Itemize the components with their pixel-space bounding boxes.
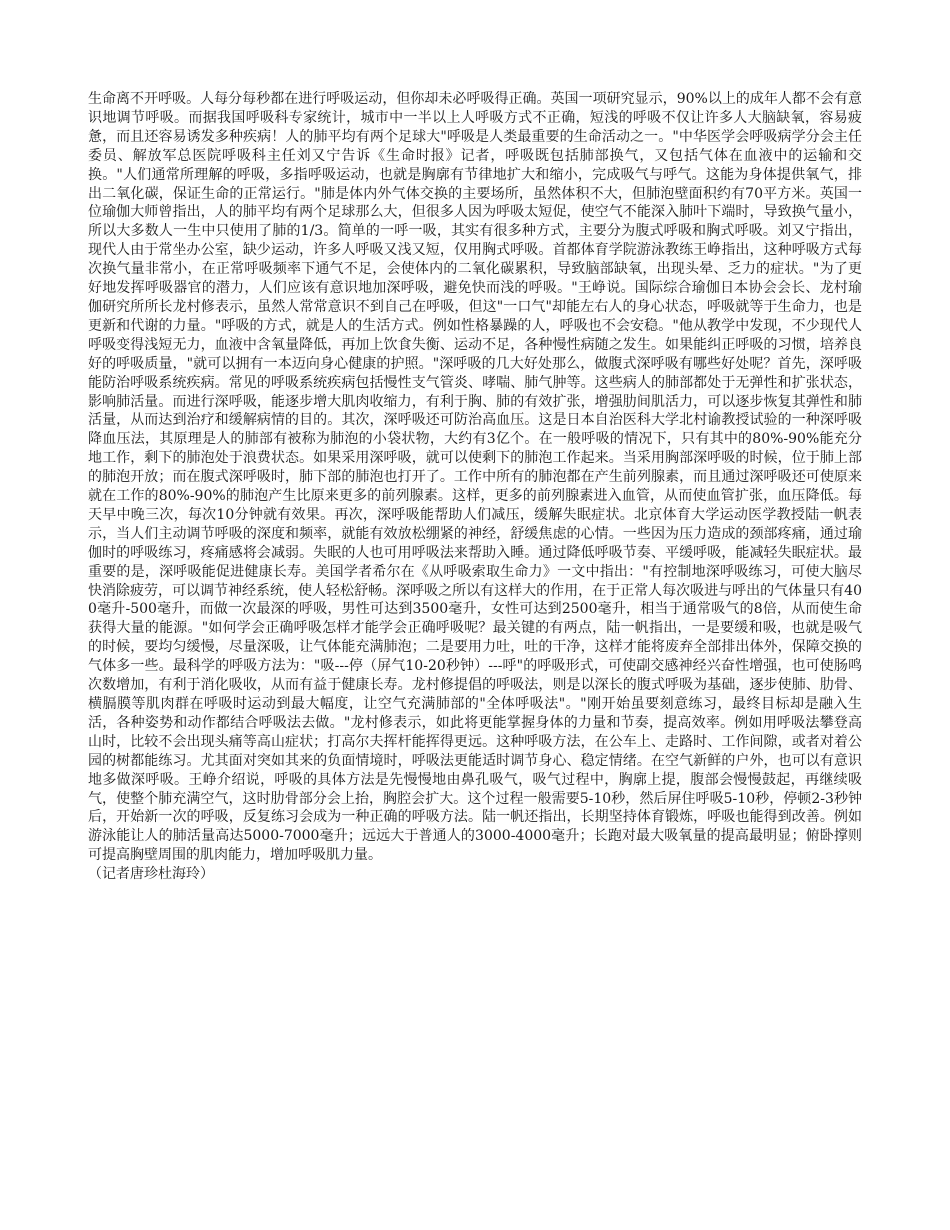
article-page — [88, 90, 862, 884]
article-body: 生命离不开呼吸。人每分每秒都在进行呼吸运动，但你却未必呼吸得正确。英国一项研究显示，90%以上的成年人都不会有意识地调节呼吸。而据我国呼吸科专家统计，城市中一半以上人呼吸方式不正确，短浅的呼吸不仅让许多人大脑缺氧，容易疲惫，而且还容易诱发多种疾病！人的肺平均有两个足球大"呼吸是人类最重要的生命活动之一。"中华医学会呼吸病学分会主任委员、解放军总医院呼吸科主任刘又宁告诉《生命时报》记者，呼吸既包括肺部换气，又包括气体在血液中的运输和交换。"人们通常所理解的呼吸，多指呼吸运动，也就是胸廓有节律地扩大和缩小，完成吸气与呼气。这能为身体提供氧气，排出二氧化碳，保证生命的正常运行。"肺是体内外气体交换的主要场所，虽然体积不大，但肺泡壁面积约有70平方米。英国一位瑜伽大师曾指出，人的肺平均有两个足球那么大，但很多人因为呼吸太短促，使空气不能深入肺叶下端时，导致换气量小，所以大多数人一生中只使用了肺的1/3。简单的一呼一吸，其实有很多种方式，主要分为腹式呼吸和胸式呼吸。刘又宁指出，现代人由于常坐办公室，缺少运动，许多人呼吸又浅又短，仅用胸式呼吸。首都体育学院游泳教练王峥指出，这种呼吸方式每次换气量非常小，在正常呼吸频率下通气不足，会使体内的二氧化碳累积，导致脑部缺氧，出现头晕、乏力的症状。"为了更好地发挥呼吸器官的潜力，人们应该有意识地加深呼吸，避免快而浅的呼吸。"王峥说。国际综合瑜伽日本协会会长、龙村瑜伽研究所所长龙村修表示，虽然人常常意识不到自己在呼吸，但这"一口气"却能左右人的身心状态，呼吸就等于生命力，也是更新和代谢的力量。"呼吸的方式，就是人的生活方式。例如性格暴躁的人，呼吸也不会安稳。"他从教学中发现，不少现代人呼吸变得浅短无力，血液中含氧量降低，再加上饮食失衡、运动不足，各种慢性病随之发生。如果能纠正呼吸的习惯，培养良好的呼吸质量，"就可以拥有一本迈向身心健康的护照。"深呼吸的几大好处那么，做腹式深呼吸有哪些好处呢？首先，深呼吸能防治呼吸系统疾病。常见的呼吸系统疾病包括慢性支气管炎、哮喘、肺气肿等。这些病人的肺部都处于无弹性和扩张状态，影响肺活量。而进行深呼吸，能逐步增大肌肉收缩力，有利于胸、肺的有效扩张，增强肋间肌活力，可以逐步恢复其弹性和肺活量，从而达到治疗和缓解病情的目的。其次，深呼吸还可防治高血压。这是日本自治医科大学北村谕教授试验的一种深呼吸降血压法，其原理是人的肺部有被称为肺泡的小袋状物，大约有3亿个。在一般呼吸的情况下，只有其中的80%-90%能充分地工作，剩下的肺泡处于浪费状态。如果采用深呼吸，就可以使剩下的肺泡工作起来。当采用胸部深呼吸的时候，位于肺上部的肺泡开放；而在腹式深呼吸时，肺下部的肺泡也打开了。工作中所有的肺泡都在产生前列腺素，而且通过深呼吸还可使原来就在工作的80%-90%的肺泡产生比原来更多的前列腺素。这样，更多的前列腺素进入血管，从而使血管扩张，血压降低。每天早中晚三次，每次10分钟就有效果。再次，深呼吸能帮助人们减压，缓解失眠症状。北京体育大学运动医学教授陆一帆表示，当人们主动调节呼吸的深度和频率，就能有效放松绷紧的神经，舒缓焦虑的心情。一些因为压力造成的颈部疼痛，通过瑜伽时的呼吸练习，疼痛感将会减弱。失眠的人也可用呼吸法来帮助入睡。通过降低呼吸节奏、平缓呼吸，能减轻失眠症状。最重要的是，深呼吸能促进健康长寿。美国学者希尔在《从呼吸索取生命力》一文中指出："有控制地深呼吸练习，可使大脑尽快消除疲劳，可以调节神经系统，使人轻松舒畅。深呼吸之所以有这样大的作用，在于正常人每次吸进与呼出的气体量只有400毫升-500毫升，而做一次最深的呼吸，男性可达到3500毫升，女性可达到2500毫升，相当于通常吸气的8倍，从而使生命获得大量的能源。"如何学会正确呼吸怎样才能学会正确呼吸呢？最关键的有两点，陆一帆指出，一是要缓和吸，也就是吸气的时候，要均匀缓慢，尽量深吸，让气体能充满肺泡；二是要用力吐，吐的干净，这样才能将废弃全部排出体外，保障交换的气体多一些。最科学的呼吸方法为："吸---停（屏气10-20秒钟）---呼"的呼吸形式，可使副交感神经兴奋性增强，也可使肠鸣次数增加，有利于消化吸收，从而有益于健康长寿。龙村修提倡的呼吸法，则是以深长的腹式呼吸为基础，逐步使肺、肋骨、横膈膜等肌肉群在呼吸时运动到最大幅度，让空气充满肺部的"全体呼吸法"。"刚开始虽要刻意练习，最终目标却是融入生活，各种姿势和动作都结合呼吸法去做。"龙村修表示，如此将更能掌握身体的力量和节奏，提高效率。例如用呼吸法攀登高山时，比较不会出现头痛等高山症状；打高尔夫挥杆能挥得更远。这种呼吸方法，在公车上、走路时、工作间隙，或者对着公园的树都能练习。尤其面对突如其来的负面情境时，呼吸法更能适时调节身心、稳定情绪。在空气新鲜的户外，也可以有意识地多做深呼吸。王峥介绍说，呼吸的具体方法是先慢慢地由鼻孔吸气，吸气过程中，胸廓上提，腹部会慢慢鼓起，再继续吸气，使整个肺充满空气，这时肋骨部分会上抬，胸腔会扩大。这个过程一般需要5-10秒，然后屏住呼吸5-10秒，停顿2-3秒钟后，开始新一次的呼吸，反复练习会成为一种正确的呼吸方法。陆一帆还指出，长期坚持体育锻炼，呼吸也能得到改善。例如游泳能让人的肺活量高达5000-7000毫升；远远大于普通人的3000-4000毫升；长跑对最大吸氧量的提高最明显；俯卧撑则可提高胸壁周围的肌肉能力，增加呼吸肌力量。 — [88, 91, 862, 864]
article-byline: （记者唐珍杜海玲） — [88, 866, 214, 883]
